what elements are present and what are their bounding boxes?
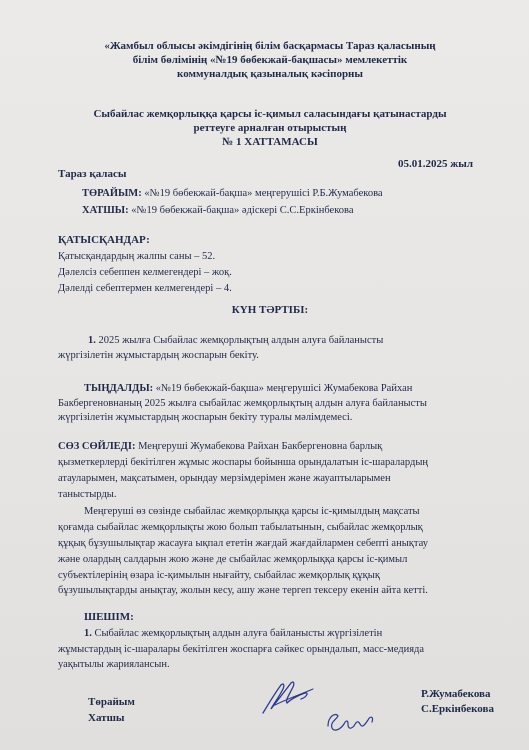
org-header-line-3: коммуналдық қазыналық кәсіпорны: [177, 68, 363, 80]
secretary-line: [82, 204, 354, 217]
spoke-p2-line-2: қоғамда сыбайлас жемқорлықты жою болып табылатынын, сыбайлас жемқорлық: [58, 522, 423, 533]
signature-role-chair: Төрайым: [88, 696, 135, 708]
doc-title-line-2: реттеуге арналған отырыстың: [193, 122, 347, 134]
decision-text: Сыбайлас жемқорлықтың алдын алуға байланысты жүргізілетін: [91, 628, 383, 639]
secretary-label: ХАТШЫ:: [82, 205, 129, 216]
participants-total: Қатысқандардың жалпы саны – 52.: [58, 251, 216, 262]
spoke-line-1: [58, 440, 382, 453]
agenda-item-number: 1.: [88, 335, 96, 346]
listened-text: «№19 бөбекжай-бақша» меңгерушісі Жумабекова Райхан: [153, 383, 413, 394]
spoke-text: Меңгеруші Жумабекова Райхан Бакбергеновна барлық: [135, 441, 383, 452]
participants-heading: ҚАТЫСҚАНДАР:: [58, 234, 150, 246]
spoke-label: СӨЗ СӨЙЛЕДІ:: [58, 441, 136, 452]
decision-line-2: жұмыстардың іс-шаралары бекітілген жоспарға сәйкес орындалып, масс-медияда: [58, 644, 425, 655]
decision-line-1: [84, 627, 382, 640]
chair-label: ТӨРАЙЫМ:: [82, 188, 142, 199]
city: Тараз қаласы: [58, 168, 127, 180]
listened-line-2: Бакбергеновнаның 2025 жылға сыбайлас жемқорлықтың алдын алуға байланысты: [58, 398, 427, 409]
listened-line-1: [84, 382, 412, 395]
agenda-item-1-cont: жүргізілетін жұмыстардың жоспарын бекіту.: [58, 350, 259, 361]
signature-role-secretary: Хатшы: [88, 712, 125, 724]
doc-title-line-3: № 1 ХАТТАМАСЫ: [222, 136, 318, 148]
spoke-line-3: атауларымен, мақсатымен, орындау мерзімдерімен және жауаптыларымен: [58, 473, 391, 484]
secretary-text: «№19 бөбекжай-бақша» әдіскері С.С.Еркінбекова: [128, 205, 354, 216]
signature-secretary-handwritten: [322, 702, 382, 738]
spoke-p2-line-4: және олардың салдарын жою және де сыбайлас жемқорлыққа қарсы іс-қимыл: [58, 554, 408, 565]
signature-name-chair: Р.Жумабекова: [421, 688, 491, 700]
spoke-p2-line-5: субъектілерінің өзара іс-қимылын нығайту, сыбайлас жемқорлық құқық: [58, 570, 380, 581]
spoke-line-4: таныстырды.: [58, 489, 117, 500]
org-header-line-2: білім бөлімінің «№19 бөбекжай-бақшасы» мемлекеттік: [132, 54, 408, 66]
date: 05.01.2025 жыл: [398, 158, 473, 170]
chair-text: «№19 бөбекжай-бақша» меңгерушісі Р.Б.Жумабекова: [141, 188, 383, 199]
listened-label: ТЫҢДАЛДЫ:: [84, 383, 154, 394]
participants-no-reason: Дәлелсіз себеппен келмегендері – жоқ.: [58, 267, 232, 278]
decision-line-3: уақытылы жариялансын.: [58, 659, 170, 670]
decision-heading: ШЕШІМ:: [84, 611, 134, 623]
spoke-line-2: қызметкерлерді бекітілген жұмыс жоспары бойынша орындалатын іс-шаралардың: [58, 457, 429, 468]
signature-name-secretary: С.Еркінбекова: [421, 703, 494, 715]
doc-title-line-1: Сыбайлас жемқорлыққа қарсы іс-қимыл саласындағы қатынастарды: [93, 108, 447, 120]
spoke-p2-line-6: бұзушылықтарды анықтау, жолын кесу, ашу және тергеп тексеру екенін айта кетті.: [58, 585, 428, 596]
spoke-p2-line-1: Меңгеруші өз сөзінде сыбайлас жемқорлыққа қарсы іс-қимылдың мақсаты: [84, 506, 420, 517]
listened-line-3: жүргізілетін жұмыстардың жоспарын бекіту туралы мәлімдемесі.: [58, 412, 353, 423]
signature-chair-handwritten: [255, 675, 325, 720]
decision-number: 1.: [84, 628, 92, 639]
agenda-heading: КҮН ТӘРТІБІ:: [231, 304, 309, 316]
agenda-item-1: [88, 334, 383, 347]
agenda-item-text: 2025 жылға Сыбайлас жемқорлықтың алдын алуға байланысты: [95, 335, 384, 346]
org-header-line-1: «Жамбыл облысы әкімдігінің білім басқармасы Тараз қаласының: [104, 40, 436, 52]
spoke-p2-line-3: құқық бұзушылықтар жасауға ықпал ететін жағдай жағдайлармен себепті анықтау: [58, 538, 428, 549]
chair-line: [82, 187, 383, 200]
participants-with-reason: Дәлелді себептермен келмегендері – 4.: [58, 283, 232, 294]
